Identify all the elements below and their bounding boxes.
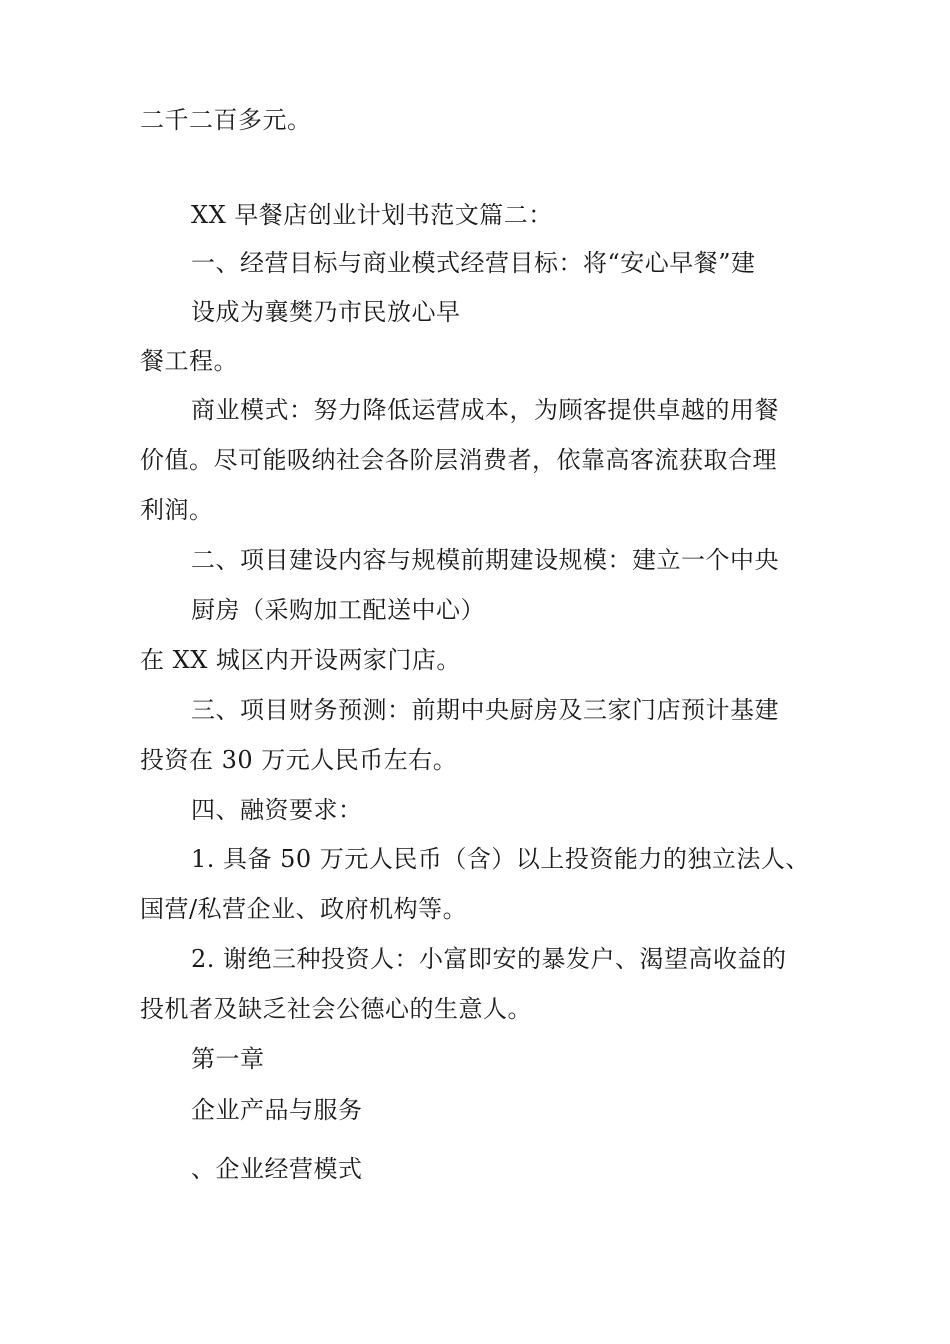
text-line: 一、经营目标与商业模式经营目标：将“安心早餐”建	[191, 249, 756, 277]
text-line: 商业模式：努力降低运营成本，为顾客提供卓越的用餐	[191, 396, 779, 424]
text-line: 投机者及缺乏社会公德心的生意人。	[140, 995, 532, 1023]
text-line: 1. 具备 50 万元人民币（含）以上投资能力的独立法人、	[191, 845, 810, 873]
text-line: 厨房（采购加工配送中心）	[191, 596, 485, 624]
text-line: 三、项目财务预测：前期中央厨房及三家门店预计基建	[191, 696, 779, 724]
text-line: 在 XX 城区内开设两家门店。	[140, 646, 461, 674]
text-line: 价值。尽可能吸纳社会各阶层消费者，依靠高客流获取合理	[140, 446, 777, 474]
text-line: 利润。	[140, 496, 214, 524]
text-line: 设成为襄樊乃市民放心早	[191, 298, 461, 326]
text-line: 国营/私营企业、政府机构等。	[140, 895, 468, 923]
heading-subsection: 、企业经营模式	[191, 1155, 363, 1183]
text-line: 四、融资要求：	[191, 796, 363, 824]
text-line: 投资在 30 万元人民币左右。	[140, 746, 458, 774]
text-line: 二千二百多元。	[140, 106, 312, 134]
heading-chapter: 第一章	[191, 1045, 265, 1073]
text-line: 二、项目建设内容与规模前期建设规模：建立一个中央	[191, 546, 779, 574]
text-line: XX 早餐店创业计划书范文篇二：	[191, 201, 553, 229]
text-line: 2. 谢绝三种投资人：小富即安的暴发户、渴望高收益的	[191, 945, 787, 973]
text-line: 餐工程。	[140, 347, 238, 375]
heading-section: 企业产品与服务	[191, 1096, 363, 1124]
